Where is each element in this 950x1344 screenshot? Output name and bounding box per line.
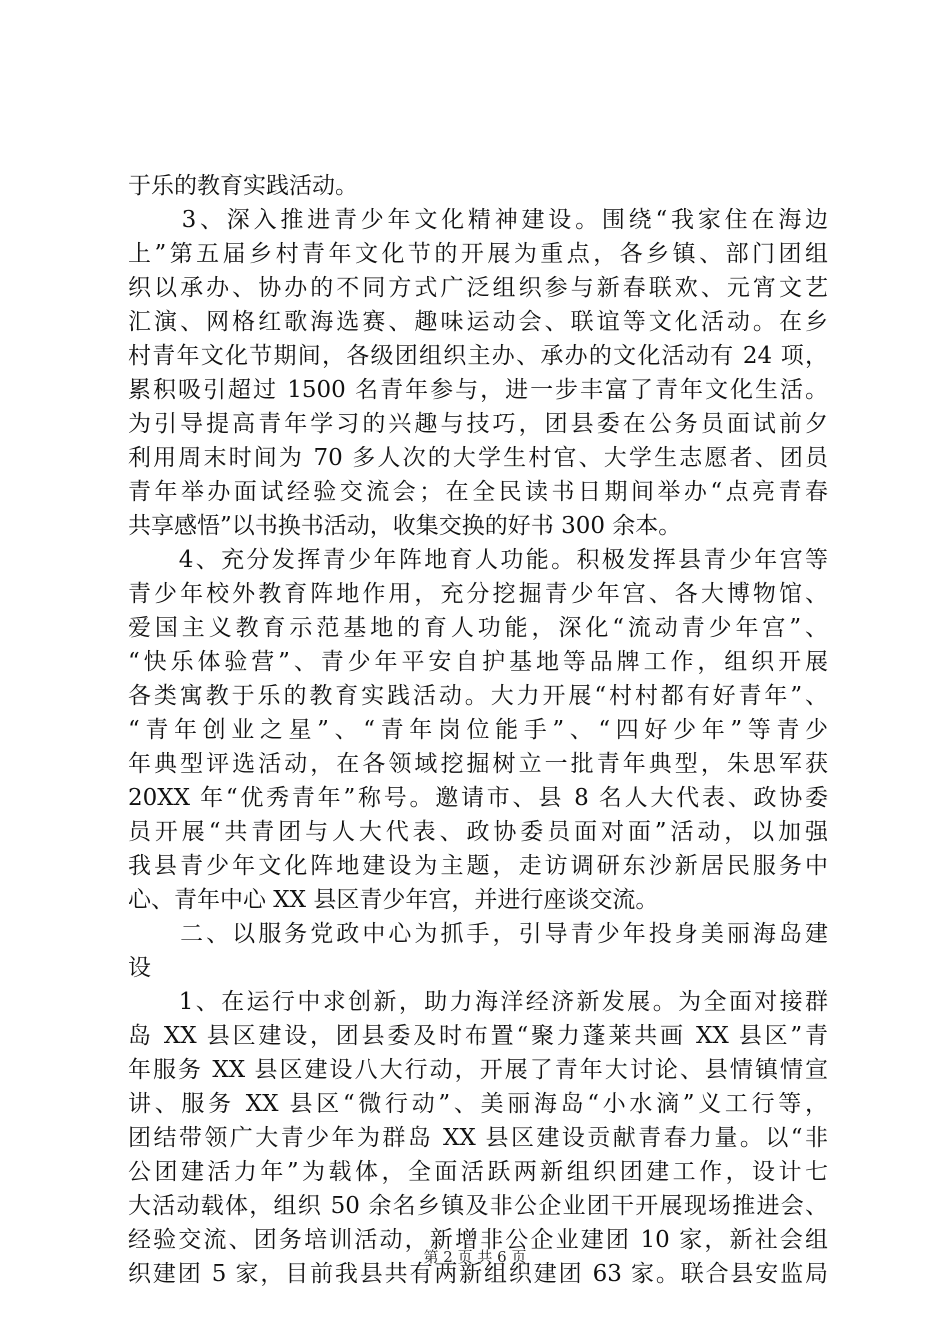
text-line: 我县青少年文化阵地建设为主题，走访调研东沙新居民服务中 — [128, 853, 828, 879]
text-line: 各类寓教于乐的教育实践活动。大力开展“村村都有好青年”、 — [128, 683, 828, 709]
text-line: 团结带领广大青少年为群岛 XX 县区建设贡献青春力量。以“非 — [128, 1125, 828, 1151]
text-line: 20XX 年“优秀青年”称号。邀请市、县 8 名人大代表、政协委 — [128, 785, 828, 811]
text-line: 织以承办、协办的不同方式广泛组织参与新春联欢、元宵文艺 — [128, 275, 828, 301]
text-line: 上”第五届乡村青年文化节的开展为重点，各乡镇、部门团组 — [128, 241, 828, 267]
section-heading: 设 — [128, 955, 151, 981]
text-line: “快乐体验营”、青少年平安自护基地等品牌工作，组织开展 — [128, 649, 828, 675]
text-line: 4、充分发挥青少年阵地育人功能。积极发挥县青少年宫等 — [128, 547, 828, 573]
text-line: 于乐的教育实践活动。 — [128, 173, 358, 199]
text-line: 织建团 5 家，目前我县共有两新组织建团 63 家。联合县安监局 — [128, 1261, 828, 1287]
text-line: 公团建活力年”为载体，全面活跃两新组织团建工作，设计七 — [128, 1159, 828, 1185]
text-line: 利用周末时间为 70 多人次的大学生村官、大学生志愿者、团员 — [128, 445, 828, 471]
text-line: 为引导提高青年学习的兴趣与技巧，团县委在公务员面试前夕 — [128, 411, 828, 437]
text-line: “青年创业之星”、“青年岗位能手”、“四好少年”等青少 — [128, 717, 828, 743]
text-line: 岛 XX 县区建设，团县委及时布置“聚力蓬莱共画 XX 县区”青 — [128, 1023, 828, 1049]
text-line: 累积吸引超过 1500 名青年参与，进一步丰富了青年文化生活。 — [128, 377, 828, 403]
text-line: 大活动载体，组织 50 余名乡镇及非公企业团干开展现场推进会、 — [128, 1193, 828, 1219]
text-line: 年服务 XX 县区建设八大行动，开展了青年大讨论、县情镇情宣 — [128, 1057, 828, 1083]
text-line: 经验交流、团务培训活动，新增非公企业建团 10 家，新社会组 — [128, 1227, 828, 1253]
text-line: 爱国主义教育示范基地的育人功能，深化“流动青少年宫”、 — [128, 615, 828, 641]
text-line: 村青年文化节期间，各级团组织主办、承办的文化活动有 24 项， — [128, 343, 828, 369]
section-heading: 二、以服务党政中心为抓手，引导青少年投身美丽海岛建 — [128, 921, 828, 947]
text-line: 3、深入推进青少年文化精神建设。围绕“我家住在海边 — [128, 207, 828, 233]
text-line: 共享感悟”以书换书活动，收集交换的好书 300 余本。 — [128, 513, 682, 539]
text-line: 讲、服务 XX 县区“微行动”、美丽海岛“小水滴”义工行等， — [128, 1091, 828, 1117]
text-line: 1、在运行中求创新，助力海洋经济新发展。为全面对接群 — [128, 989, 828, 1015]
text-line: 青少年校外教育阵地作用，充分挖掘青少年宫、各大博物馆、 — [128, 581, 828, 607]
text-line: 心、青年中心 XX 县区青少年宫，并进行座谈交流。 — [128, 887, 659, 913]
text-line: 年典型评选活动，在各领域挖掘树立一批青年典型，朱思军获 — [128, 751, 828, 777]
text-line: 员开展“共青团与人大代表、政协委员面对面”活动，以加强 — [128, 819, 828, 845]
text-line: 汇演、网格红歌海选赛、趣味运动会、联谊等文化活动。在乡 — [128, 309, 828, 335]
text-line: 青年举办面试经验交流会；在全民读书日期间举办“点亮青春 — [128, 479, 828, 505]
page-number-footer: 第 2 页 共 6 页 — [423, 1248, 527, 1266]
document-body — [128, 169, 828, 1291]
